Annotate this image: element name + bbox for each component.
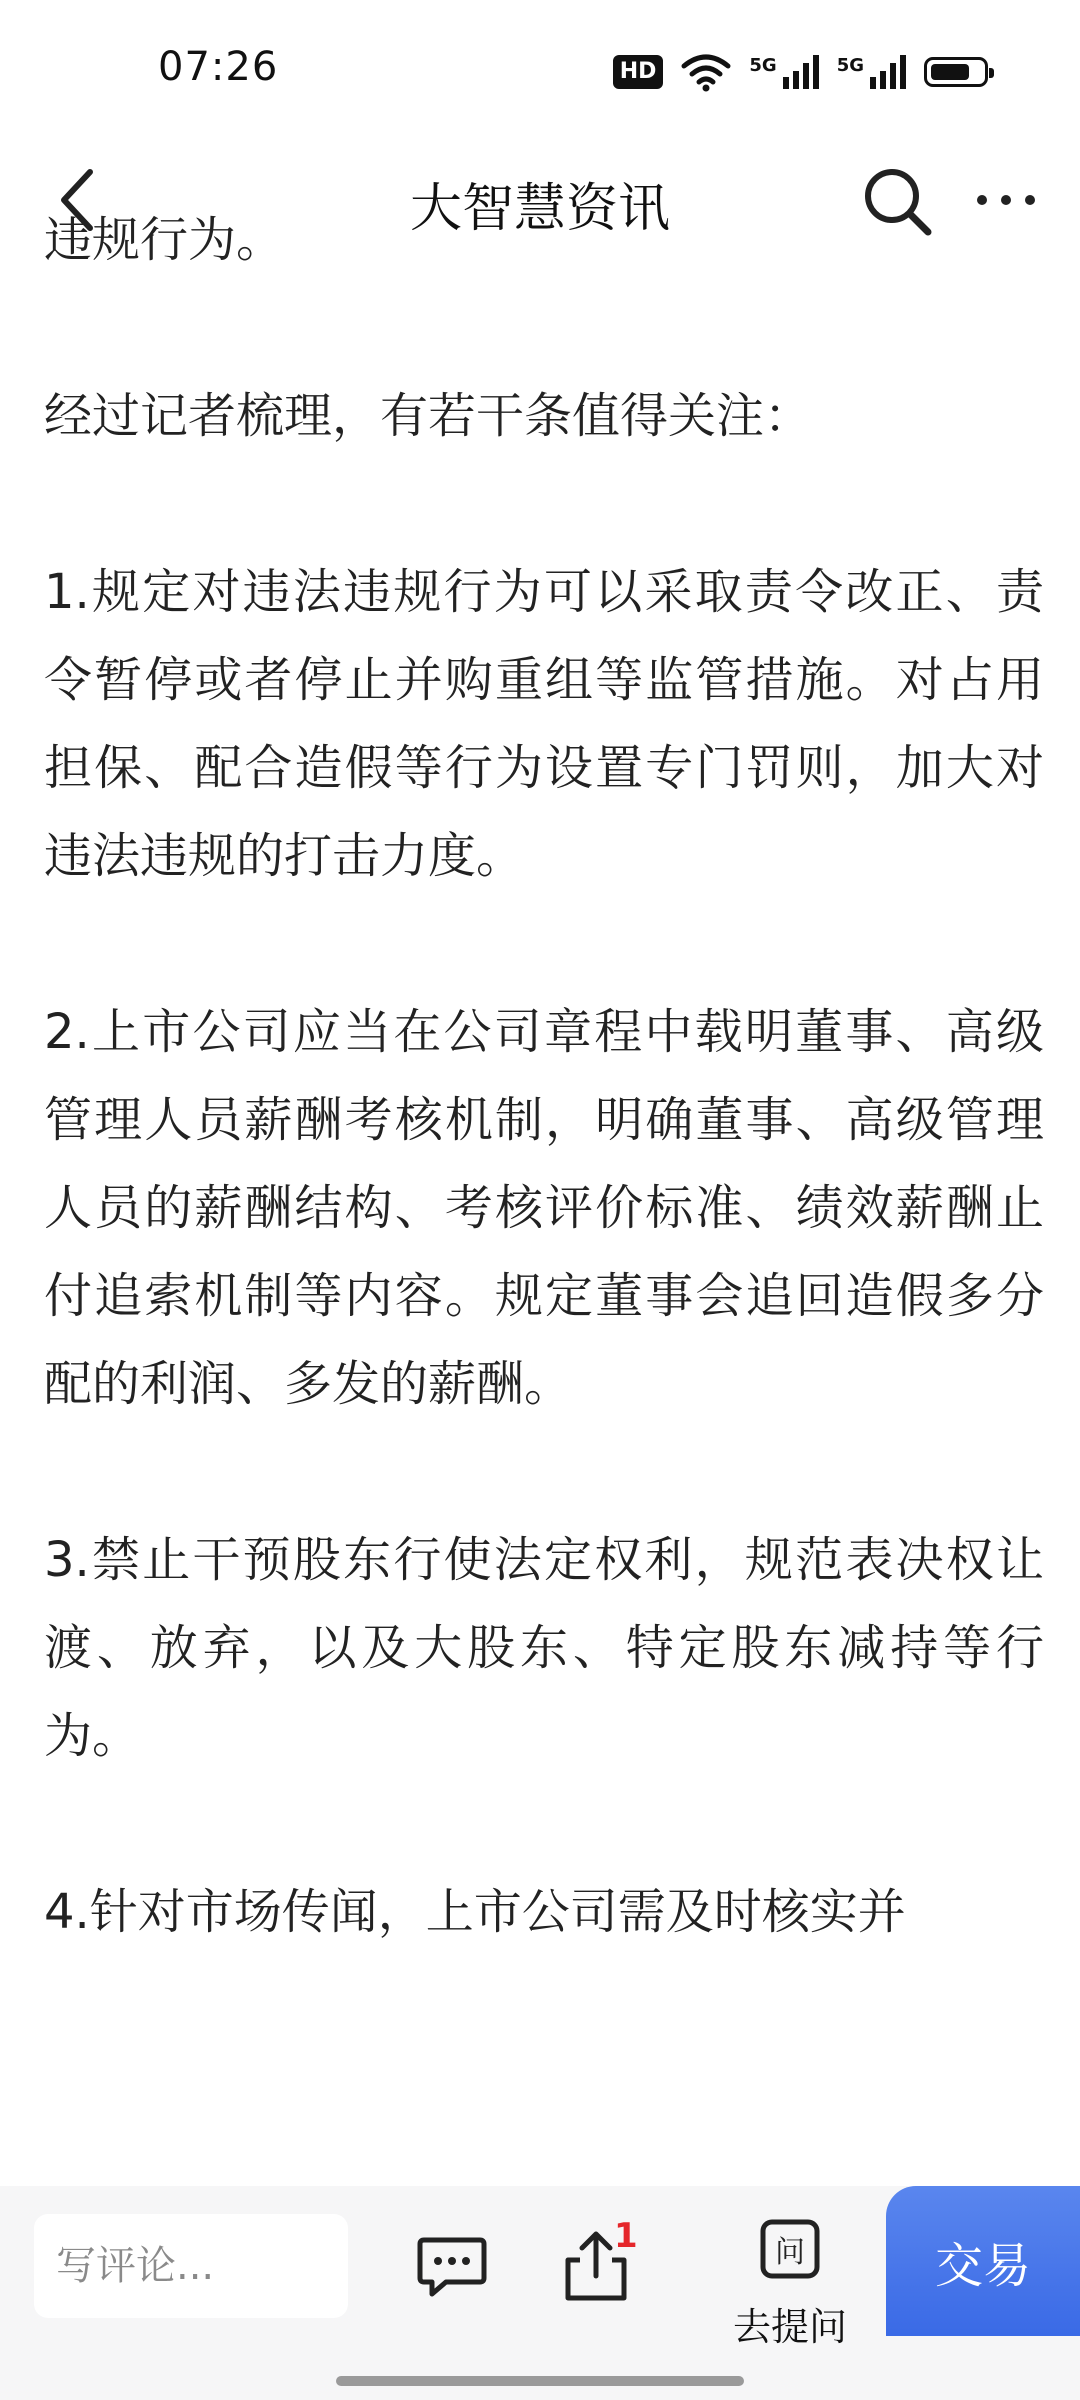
share-count-badge: 1 xyxy=(614,2216,638,2256)
home-indicator[interactable] xyxy=(336,2376,744,2386)
ask-icon xyxy=(755,2216,825,2286)
battery-icon xyxy=(924,57,988,87)
article-body[interactable] xyxy=(0,212,1080,2190)
comment-box[interactable] xyxy=(34,2214,348,2318)
bottom-action-bar xyxy=(0,2186,1080,2400)
status-time: 07:26 xyxy=(158,44,279,90)
trade-button[interactable] xyxy=(886,2186,1080,2336)
ask-question-button[interactable] xyxy=(720,2216,860,2349)
article-content xyxy=(44,196,1044,2044)
comments-icon[interactable] xyxy=(412,2226,492,2306)
wifi-icon xyxy=(681,52,731,92)
article-paragraph: 经过记者梳理，有若干条值得关注： xyxy=(44,388,813,444)
ask-label: 去提问 xyxy=(732,2305,847,2349)
status-icons xyxy=(613,50,988,94)
comment-input[interactable] xyxy=(34,2214,336,2318)
article-paragraph: 3.禁止干预股东行使法定权利，规范表决权让渡、放弃，以及大股东、特定股东减持等行为。 xyxy=(44,1532,1044,1764)
signal-5g-icon xyxy=(749,55,818,89)
sim1-label: 5G xyxy=(749,55,777,76)
svg-text:问: 问 xyxy=(775,2235,805,2270)
trade-label: 交易 xyxy=(934,2237,1031,2294)
article-paragraph: 4.针对市场传闻，上市公司需及时核实并 xyxy=(44,1884,906,1940)
article-paragraph: 违规行为。 xyxy=(44,212,285,268)
sim2-label: 5G xyxy=(836,55,864,76)
hd-voice-icon: HD xyxy=(613,55,664,89)
page-title: 大智慧资讯 xyxy=(409,179,670,239)
battery-fill xyxy=(931,64,969,80)
article-paragraph: 2.上市公司应当在公司章程中载明董事、高级管理人员薪酬考核机制，明确董事、高级管理人员的薪酬结构、考核评价标准、绩效薪酬止付追索机制等内容。规定董事会追回造假多分配的利润、多发的薪酬。 xyxy=(44,1004,1044,1412)
signal-5g-icon xyxy=(837,55,906,89)
status-bar xyxy=(0,0,1080,140)
article-paragraph: 1.规定对违法违规行为可以采取责令改正、责令暂停或者停止并购重组等监管措施。对占用担保、配合造假等行为设置专门罚则，加大对违法违规的打击力度。 xyxy=(44,564,1044,884)
